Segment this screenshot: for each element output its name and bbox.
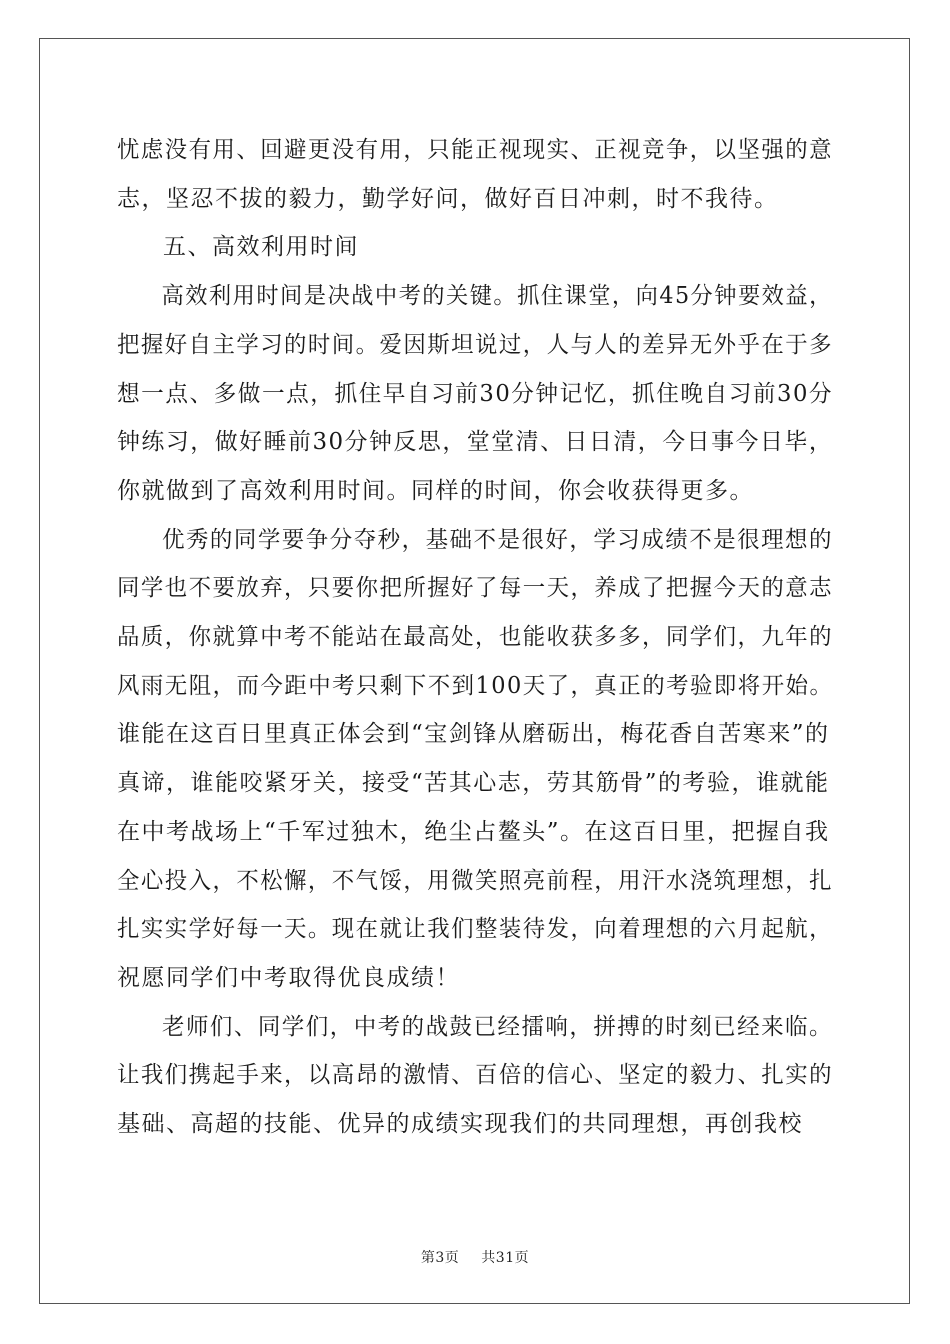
section-heading: 五、高效利用时间 [163, 234, 359, 261]
text-line: 祝愿同学们中考取得优良成绩！ [117, 964, 460, 991]
text-line: 真谛，谁能咬紧牙关，接受“苦其心志，劳其筋骨”的考验，谁就能 [117, 770, 830, 797]
page-total: 共31页 [481, 1250, 530, 1266]
text-line: 优秀的同学要争分夺秒，基础不是很好，学习成绩不是很理想的 [161, 526, 833, 553]
text-line: 想一点、多做一点，抓住早自习前30分钟记忆，抓住晚自习前30分 [117, 380, 834, 407]
text-line: 你就做到了高效利用时间。同样的时间，你会收获得更多。 [117, 477, 754, 504]
text-line: 让我们携起手来，以高昂的激情、百倍的信心、坚定的毅力、扎实的 [117, 1062, 833, 1089]
text-line: 老师们、同学们，中考的战鼓已经擂响，拼搏的时刻已经来临。 [161, 1013, 833, 1040]
text-line: 全心投入，不松懈，不气馁，用微笑照亮前程，用汗水浇筑理想，扎 [117, 867, 833, 894]
page-number: 第3页 [420, 1250, 460, 1266]
text-line: 风雨无阻，而今距中考只剩下不到100天了，真正的考验即将开始。 [117, 672, 834, 699]
text-line: 同学也不要放弃，只要你把所握好了每一天，养成了把握今天的意志 [117, 575, 833, 602]
text-line: 在中考战场上“千军过独木，绝尘占鳌头”。在这百日里，把握自我 [117, 818, 830, 845]
text-line: 志，坚忍不拔的毅力，勤学好问，做好百日冲刺，时不我待。 [117, 185, 779, 212]
text-line: 品质，你就算中考不能站在最高处，也能收获多多，同学们，九年的 [117, 624, 833, 651]
text-line: 把握好自主学习的时间。爱因斯坦说过，人与人的差异无外乎在于多 [117, 331, 833, 358]
text-line: 基础、高超的技能、优异的成绩实现我们的共同理想，再创我校 [117, 1111, 803, 1138]
text-line: 谁能在这百日里真正体会到“宝剑锋从磨砺出，梅花香自苦寒来”的 [117, 721, 830, 748]
page-footer [0, 1247, 950, 1267]
text-line: 高效利用时间是决战中考的关键。抓住课堂，向45分钟要效益， [161, 283, 833, 310]
text-line: 忧虑没有用、回避更没有用，只能正视现实、正视竞争，以坚强的意 [117, 137, 833, 163]
document-body [117, 126, 833, 1149]
text-line: 钟练习，做好睡前30分钟反思，堂堂清、日日清，今日事今日毕， [117, 429, 834, 456]
text-line: 扎实实学好每一天。现在就让我们整装待发，向着理想的六月起航， [117, 916, 833, 943]
